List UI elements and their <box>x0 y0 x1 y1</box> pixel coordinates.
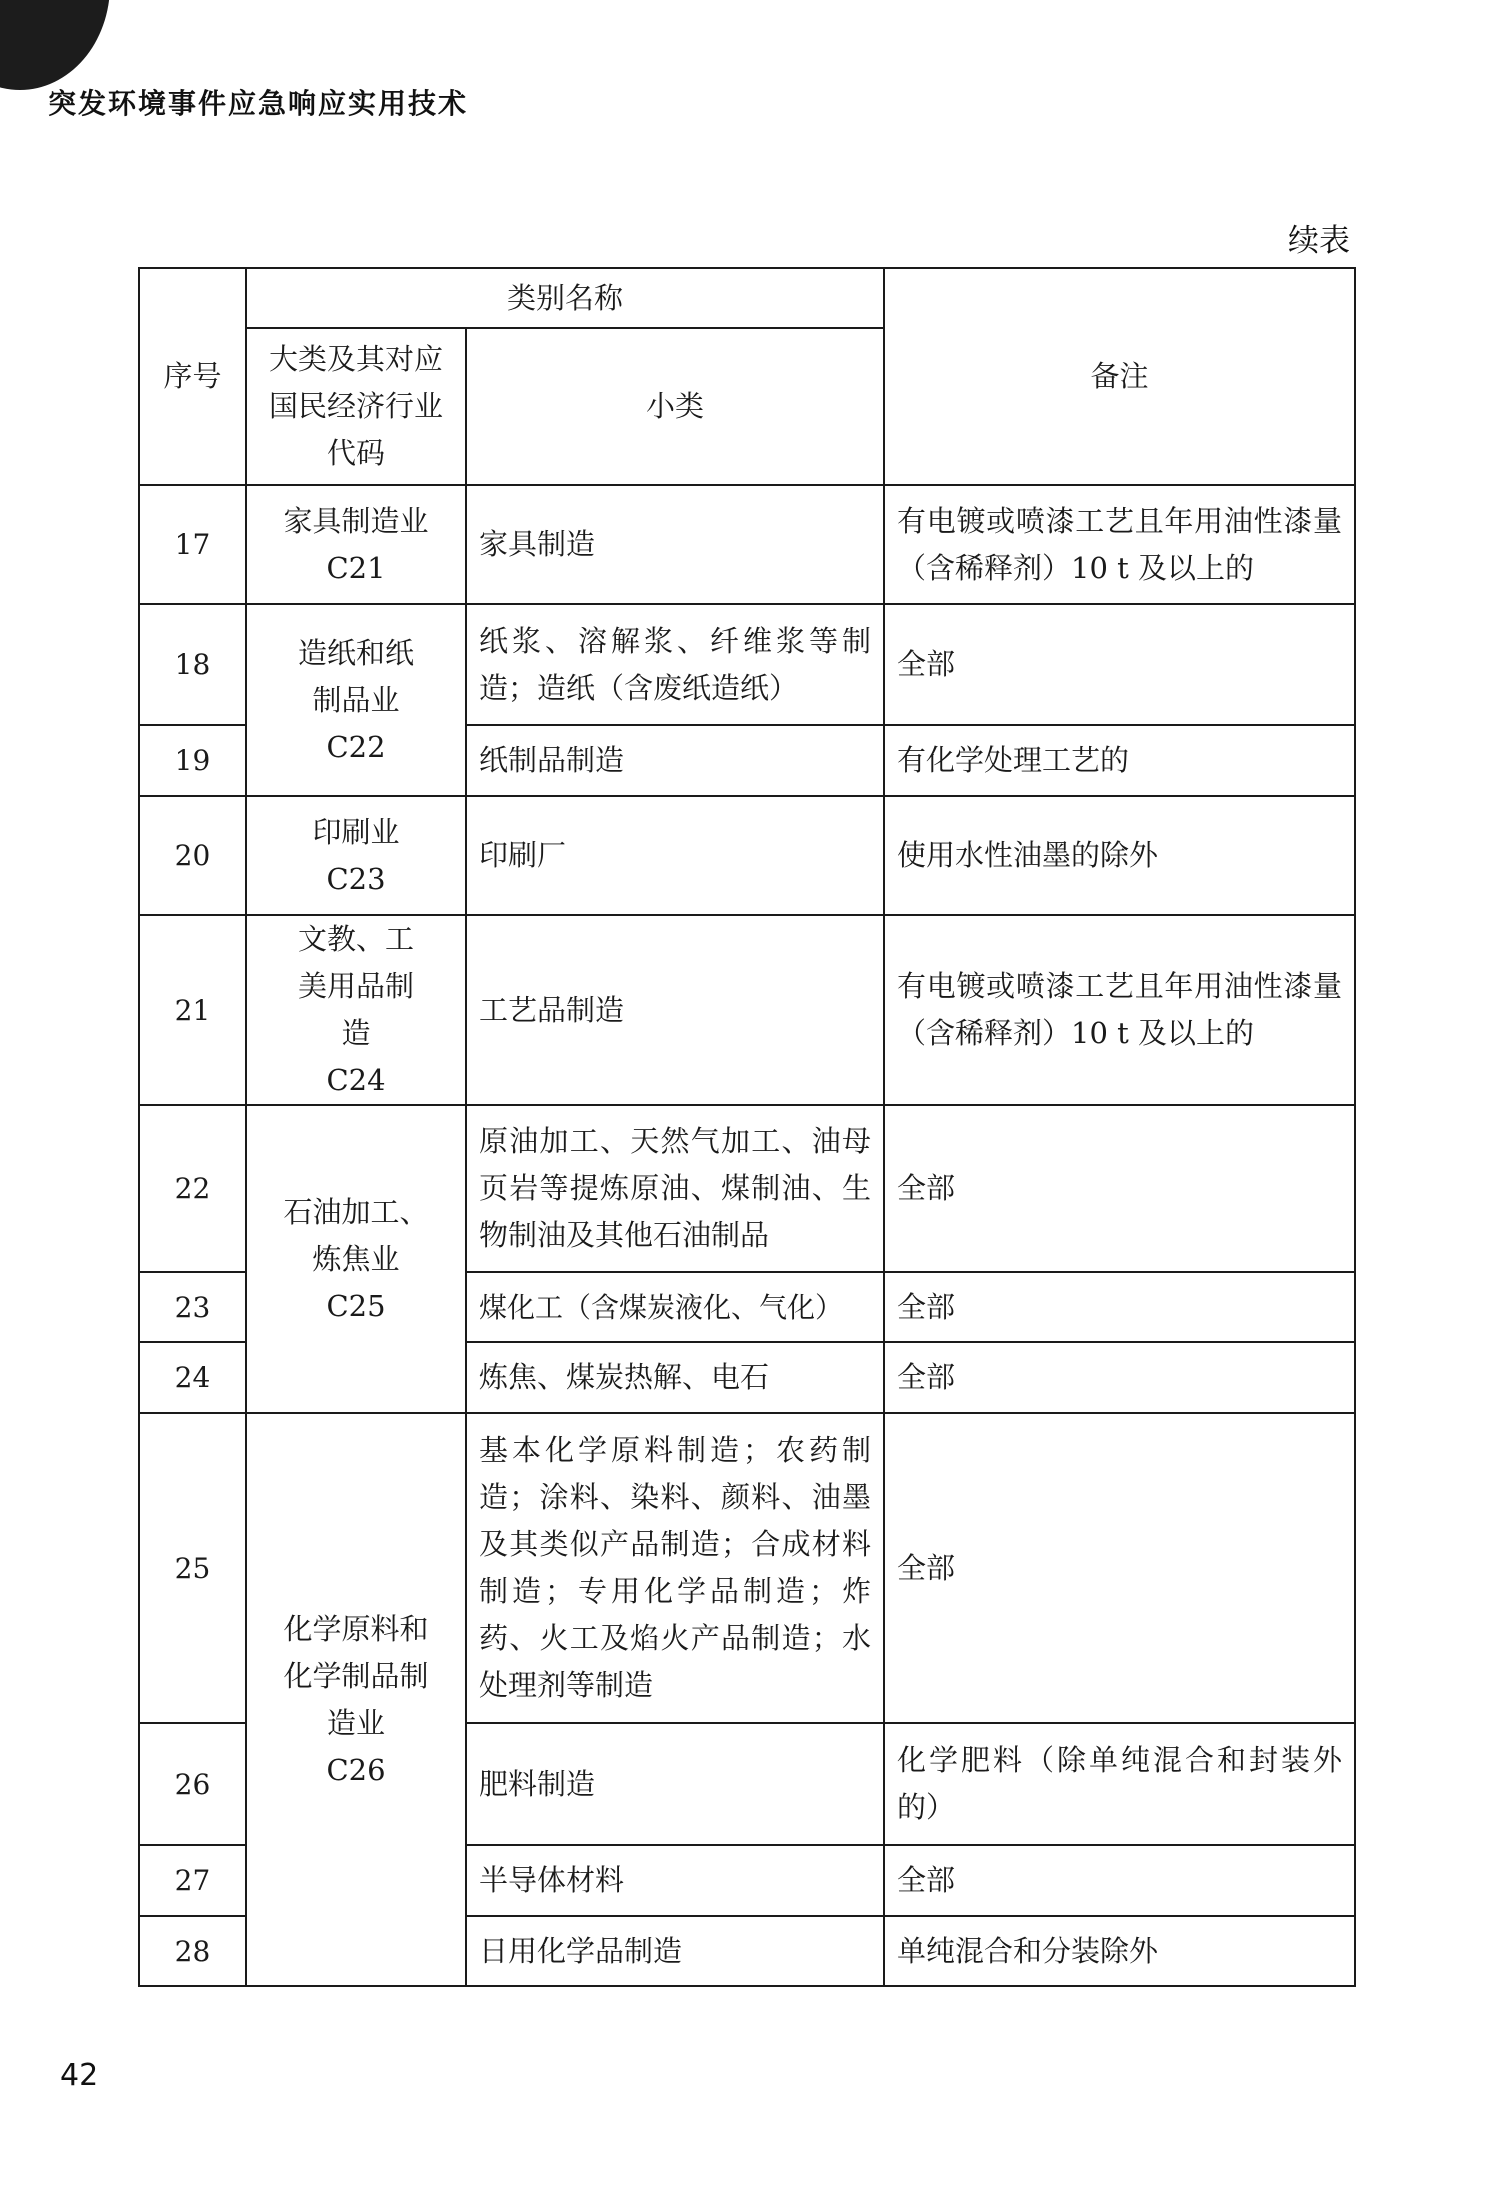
group-cell <box>246 604 466 796</box>
header-remark: 备注 <box>884 268 1355 485</box>
row-remark: 化学肥料（除单纯混合和封装外的） <box>884 1723 1355 1845</box>
table-row <box>139 604 1355 725</box>
row-seq: 21 <box>139 915 246 1105</box>
row-minor: 肥料制造 <box>466 1723 884 1845</box>
running-header: 突发环境事件应急响应实用技术 <box>48 87 469 120</box>
row-minor: 印刷厂 <box>466 796 884 915</box>
continuation-label: 续表 <box>1288 223 1350 259</box>
row-remark: 全部 <box>884 1272 1355 1342</box>
row-remark: 全部 <box>884 604 1355 725</box>
row-remark: 使用水性油墨的除外 <box>884 796 1355 915</box>
row-minor: 家具制造 <box>466 485 884 604</box>
group-name: 化学原料和化学制品制造业 <box>283 1611 429 1740</box>
row-seq: 28 <box>139 1916 246 1986</box>
row-remark: 全部 <box>884 1845 1355 1916</box>
group-code: C24 <box>326 1063 386 1097</box>
row-seq: 19 <box>139 725 246 796</box>
group-cell <box>246 1105 466 1413</box>
table-row <box>139 915 1355 1105</box>
table-row <box>139 485 1355 604</box>
row-seq: 24 <box>139 1342 246 1413</box>
row-minor: 煤化工（含煤炭液化、气化） <box>466 1272 884 1342</box>
group-code: C23 <box>326 861 386 896</box>
row-minor: 工艺品制造 <box>466 915 884 1105</box>
row-seq: 25 <box>139 1413 246 1723</box>
industry-table <box>138 267 1356 1987</box>
row-seq: 22 <box>139 1105 246 1272</box>
row-remark: 有电镀或喷漆工艺且年用油性漆量（含稀释剂）10 t 及以上的 <box>884 485 1355 604</box>
row-remark: 有化学处理工艺的 <box>884 725 1355 796</box>
header-seq: 序号 <box>139 268 246 485</box>
table-header-row <box>139 268 1355 328</box>
row-minor: 炼焦、煤炭热解、电石 <box>466 1342 884 1413</box>
row-minor: 半导体材料 <box>466 1845 884 1916</box>
page-number: 42 <box>60 2058 99 2093</box>
group-name: 印刷业 <box>312 814 400 849</box>
table-row <box>139 1105 1355 1272</box>
group-name: 家具制造业 <box>283 503 429 538</box>
row-seq: 17 <box>139 485 246 604</box>
group-code: C21 <box>326 550 386 585</box>
group-cell <box>246 796 466 915</box>
row-minor: 纸制品制造 <box>466 725 884 796</box>
table-row <box>139 796 1355 915</box>
row-remark: 有电镀或喷漆工艺且年用油性漆量（含稀释剂）10 t 及以上的 <box>884 915 1355 1105</box>
group-code: C26 <box>326 1752 386 1787</box>
row-minor: 日用化学品制造 <box>466 1916 884 1986</box>
row-minor: 基本化学原料制造；农药制造；涂料、染料、颜料、油墨及其类似产品制造；合成材料制造；专用化学品制造；炸药、火工及焰火产品制造；水处理剂等制造 <box>466 1413 884 1723</box>
group-code: C25 <box>326 1288 386 1323</box>
group-code: C22 <box>326 729 386 764</box>
row-remark: 单纯混合和分装除外 <box>884 1916 1355 1986</box>
group-name: 石油加工、炼焦业 <box>283 1194 429 1276</box>
row-seq: 23 <box>139 1272 246 1342</box>
row-seq: 18 <box>139 604 246 725</box>
page-corner-decoration <box>0 0 110 90</box>
row-remark: 全部 <box>884 1105 1355 1272</box>
header-category-name: 类别名称 <box>246 268 884 328</box>
row-seq: 26 <box>139 1723 246 1845</box>
table-row <box>139 1413 1355 1723</box>
row-remark: 全部 <box>884 1413 1355 1723</box>
row-seq: 27 <box>139 1845 246 1916</box>
row-seq: 20 <box>139 796 246 915</box>
group-name: 造纸和纸制品业 <box>297 635 414 717</box>
row-remark: 全部 <box>884 1342 1355 1413</box>
group-cell <box>246 485 466 604</box>
group-cell <box>246 1413 466 1986</box>
header-minor: 小类 <box>466 328 884 485</box>
row-minor: 纸浆、溶解浆、纤维浆等制造；造纸（含废纸造纸） <box>466 604 884 725</box>
row-minor: 原油加工、天然气加工、油母页岩等提炼原油、煤制油、生物制油及其他石油制品 <box>466 1105 884 1272</box>
header-major: 大类及其对应国民经济行业代码 <box>246 328 466 485</box>
group-cell <box>246 915 466 1105</box>
group-name: 文教、工美用品制造 <box>297 922 414 1050</box>
